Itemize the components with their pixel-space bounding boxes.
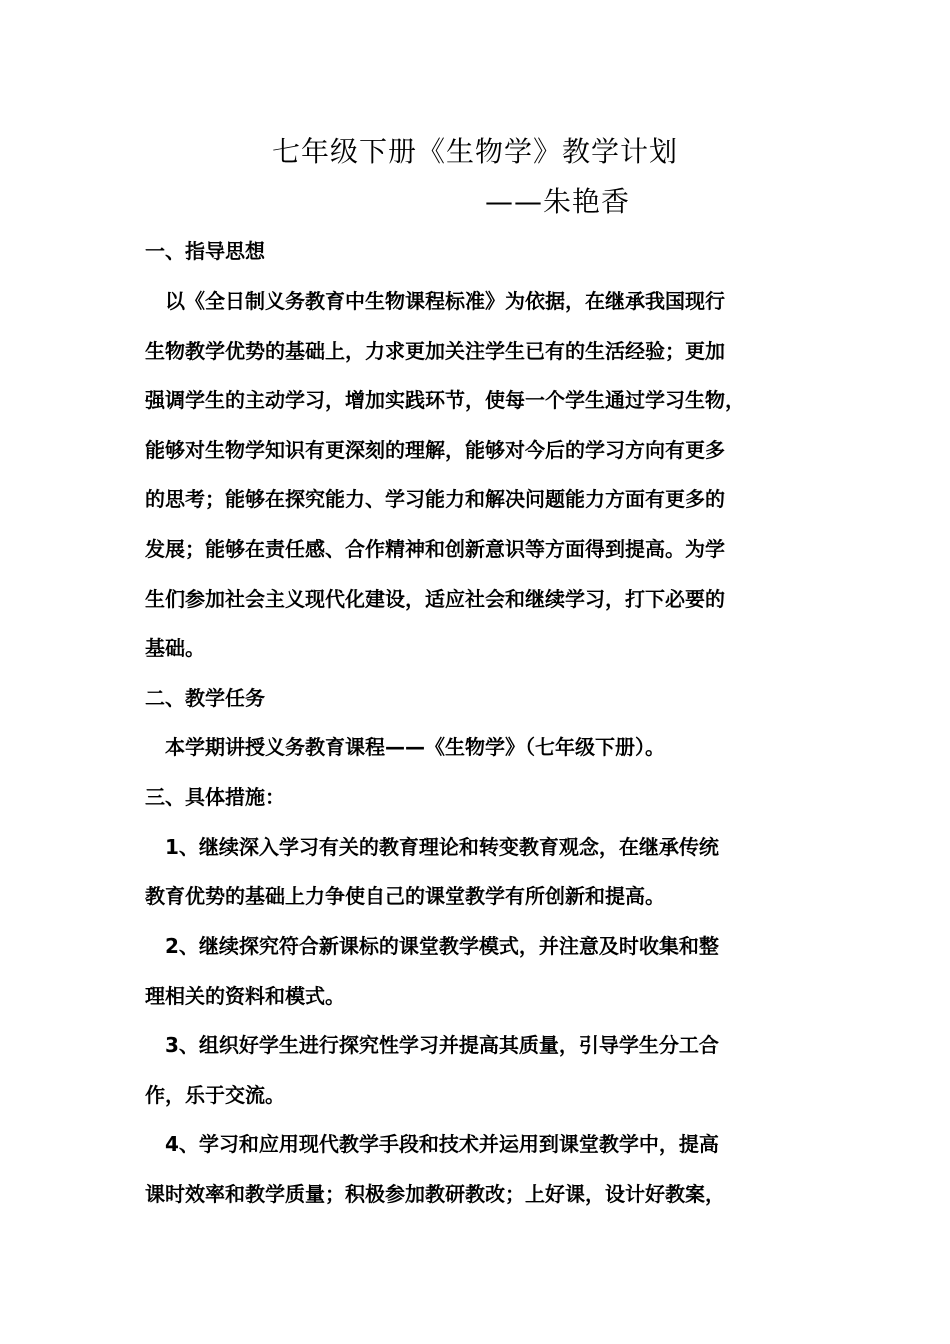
body-line: 1、继续深入学习有关的教育理论和转变教育观念，在继承传统 [145,835,719,859]
document-author: ——朱艳香 [485,185,631,218]
body-line: 生们参加社会主义现代化建设，适应社会和继续学习，打下必要的 [145,587,725,611]
body-line: 本学期讲授义务教育课程——《生物学》（七年级下册）。 [145,735,665,759]
section-heading-measures: 三、具体措施： [145,785,285,809]
body-line: 的思考；能够在探究能力、学习能力和解决问题能力方面有更多的 [145,487,725,511]
body-line: 课时效率和教学质量；积极参加教研教改；上好课，设计好教案， [145,1182,725,1206]
body-line: 能够对生物学知识有更深刻的理解，能够对今后的学习方向有更多 [145,438,725,462]
body-line: 以《全日制义务教育中生物课程标准》为依据，在继承我国现行 [145,289,725,313]
body-line: 生物教学优势的基础上，力求更加关注学生已有的生活经验；更加 [145,339,725,363]
body-line: 强调学生的主动学习，增加实践环节，使每一个学生通过学习生物， [145,388,745,412]
section-heading-teaching-tasks: 二、教学任务 [145,686,265,710]
body-line: 2、继续探究符合新课标的课堂教学模式，并注意及时收集和整 [145,934,719,958]
section-heading-guiding-ideology: 一、指导思想 [145,239,265,263]
body-line: 教育优势的基础上力争使自己的课堂教学有所创新和提高。 [145,884,665,908]
body-line: 3、组织好学生进行探究性学习并提高其质量，引导学生分工合 [145,1033,719,1057]
body-line: 作，乐于交流。 [145,1083,285,1107]
body-line: 理相关的资料和模式。 [145,984,345,1008]
body-line: 发展；能够在责任感、合作精神和创新意识等方面得到提高。为学 [145,537,725,561]
body-line: 4、学习和应用现代教学手段和技术并运用到课堂教学中，提高 [145,1132,719,1156]
document-title: 七年级下册《生物学》教学计划 [271,135,678,168]
body-line: 基础。 [145,636,205,660]
